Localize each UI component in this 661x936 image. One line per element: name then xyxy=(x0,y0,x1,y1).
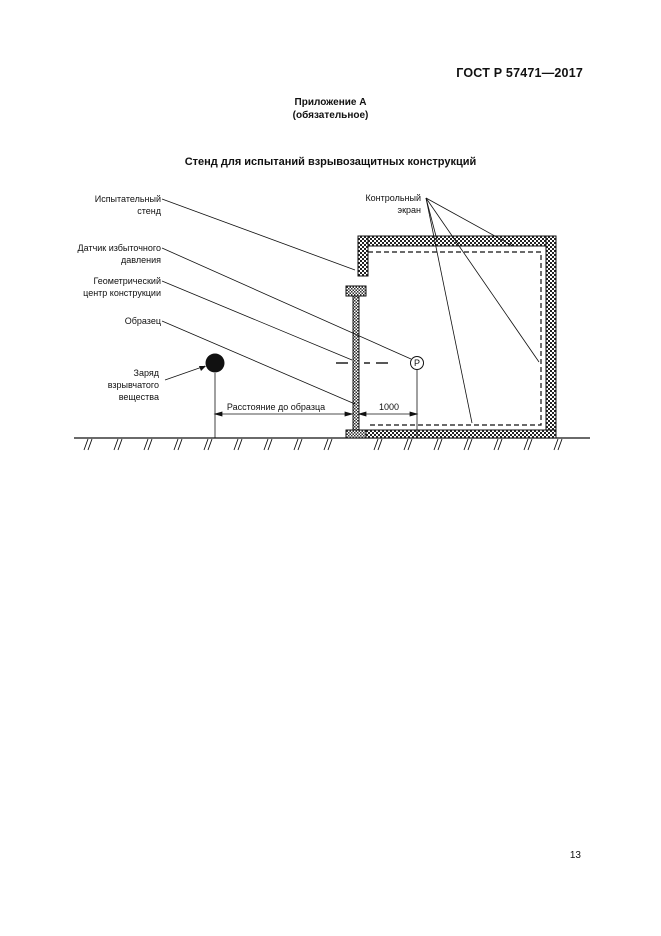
pressure-sensor-letter: P xyxy=(413,358,421,368)
charge-label-line1: Заряд xyxy=(133,368,159,378)
appendix-title: Приложение А xyxy=(294,97,367,108)
control-screen-label-line2: экран xyxy=(397,205,421,215)
geom-center-label-line1: Геометрический xyxy=(93,276,161,286)
test-stand-label-line2: стенд xyxy=(137,206,161,216)
test-stand-leader xyxy=(162,199,355,270)
geom-center-label-line2: центр конструкции xyxy=(83,288,161,298)
ground-hatching xyxy=(84,439,562,450)
geom-center-leader xyxy=(162,281,352,360)
explosive-charge xyxy=(206,354,225,373)
pressure-sensor-label-line2: давления xyxy=(121,255,161,265)
figure-title: Стенд для испытаний взрывозащитных конструкций xyxy=(184,156,477,168)
charge-leader xyxy=(165,366,205,380)
pressure-sensor-leader xyxy=(162,248,411,359)
charge-label-line3: вещества xyxy=(118,392,159,402)
charge-leader-arrow xyxy=(199,366,206,371)
pressure-sensor-label-line1: Датчик избыточного xyxy=(77,243,161,253)
sample-label: Образец xyxy=(124,316,161,326)
control-screen-label-line1: Контрольный xyxy=(365,193,421,203)
charge-label-line2: взрывчатого xyxy=(107,380,159,390)
sample-leader xyxy=(162,321,355,404)
control-screen-leaders xyxy=(426,198,539,423)
page-number: 13 xyxy=(569,850,581,861)
appendix-subtitle: (обязательное) xyxy=(292,110,369,121)
document-code: ГОСТ Р 57471—2017 xyxy=(456,66,583,80)
test-stand-label-line1: Испытательный xyxy=(94,194,161,204)
distance-label: Расстояние до образца xyxy=(226,402,326,412)
dimension-1000-label: 1000 xyxy=(378,402,400,412)
